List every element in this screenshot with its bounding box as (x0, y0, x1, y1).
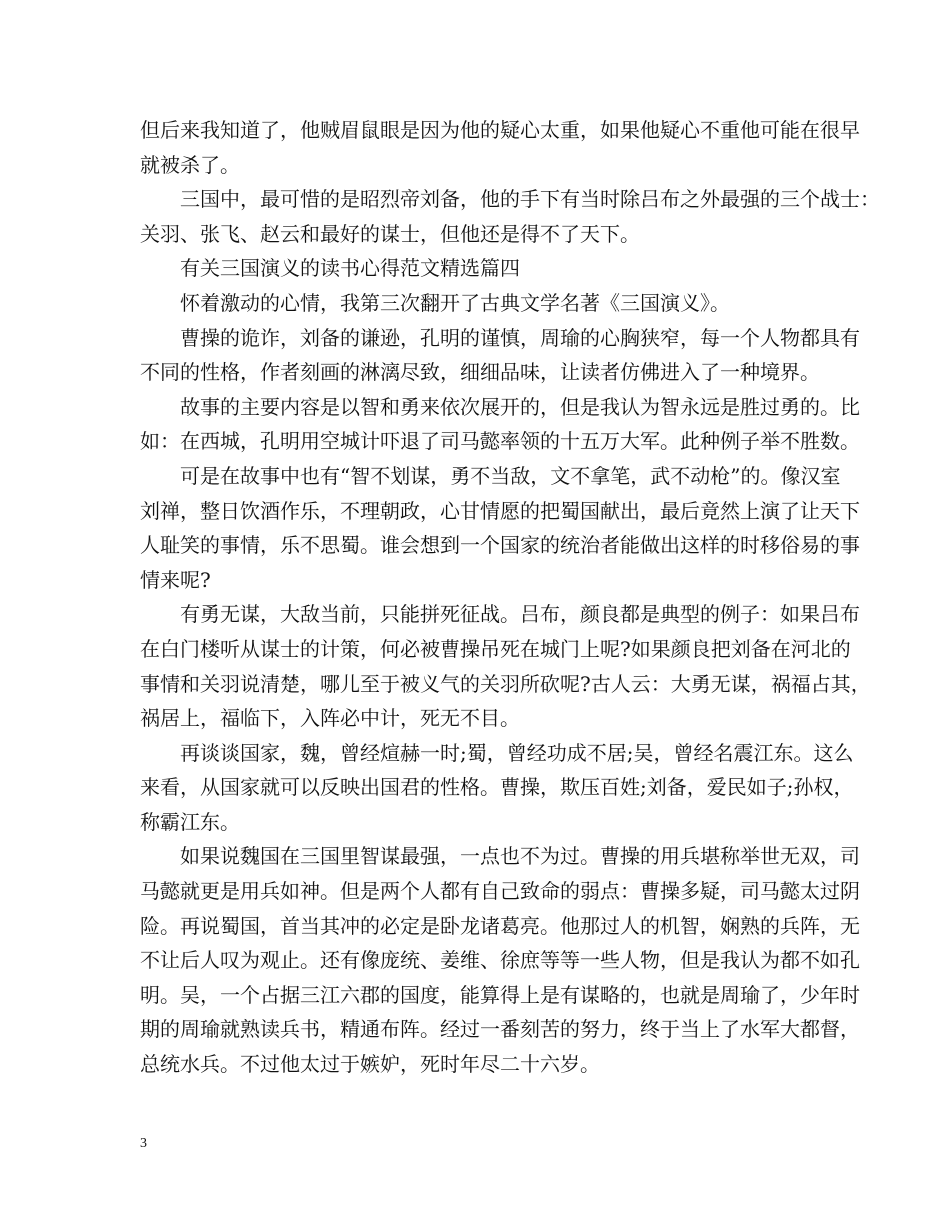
text-line: 总统水兵。不过他太过于嫉妒，死时年尽二十六岁。 (140, 1052, 600, 1077)
text-line: 来看，从国家就可以反映出国君的性格。曹操，欺压百姓;刘备，爱民如子;孙权， (140, 775, 854, 800)
text-line: 有勇无谋，大敌当前，只能拼死征战。吕布，颜良都是典型的例子：如果吕布 (180, 602, 860, 627)
text-line: 如果说魏国在三国里智谋最强，一点也不为过。曹操的用兵堪称举世无双，司 (180, 844, 860, 869)
document-body (140, 113, 880, 1082)
text-line: 马懿就更是用兵如神。但是两个人都有自己致命的弱点：曹操多疑，司马懿太过阴 (140, 879, 860, 904)
text-line: 期的周瑜就熟读兵书，精通布阵。经过一番刻苦的努力，终于当上了水军大都督， (140, 1017, 860, 1042)
text-line: 明。吴，一个占据三江六郡的国度，能算得上是有谋略的，也就是周瑜了，少年时 (140, 982, 860, 1007)
text-line: 曹操的诡诈，刘备的谦逊，孔明的谨慎，周瑜的心胸狭窄，每一个人物都具有 (180, 325, 860, 350)
text-line: 在白门楼听从谋士的计策，何必被曹操吊死在城门上呢?如果颜良把刘备在河北的 (140, 636, 851, 661)
text-line: 就被杀了。 (140, 152, 240, 177)
text-line: 有关三国演义的读书心得范文精选篇四 (180, 256, 520, 281)
text-line: 关羽、张飞、赵云和最好的谋士，但他还是得不了天下。 (140, 221, 640, 246)
text-line: 情来呢? (140, 567, 211, 592)
text-line: 不让后人叹为观止。还有像庞统、姜维、徐庶等等一些人物，但是我认为都不如孔 (140, 948, 860, 973)
text-line: 如：在西城，孔明用空城计吓退了司马懿率领的十五万大军。此种例子举不胜数。 (140, 429, 860, 454)
text-line: 故事的主要内容是以智和勇来依次展开的，但是我认为智永远是胜过勇的。比 (180, 394, 860, 419)
text-line: 祸居上，福临下，入阵必中计，死无不目。 (140, 706, 520, 731)
text-line: 称霸江东。 (140, 809, 240, 834)
text-line: 再谈谈国家，魏，曾经煊赫一时;蜀，曾经功成不居;吴，曾经名震江东。这么 (180, 740, 854, 765)
text-line: 不同的性格，作者刻画的淋漓尽致，细细品味，让读者仿佛进入了一种境界。 (140, 360, 820, 385)
text-line: 险。再说蜀国，首当其冲的必定是卧龙诸葛亮。他那过人的机智，娴熟的兵阵，无 (140, 913, 860, 938)
text-line: 人耻笑的事情，乐不思蜀。谁会想到一个国家的统治者能做出这样的时移俗易的事 (140, 533, 860, 558)
page-number: 3 (140, 1136, 147, 1151)
text-line: 事情和关羽说清楚，哪儿至于被义气的关羽所砍呢?古人云：大勇无谋，祸福占其， (140, 671, 871, 696)
text-line: 三国中，最可惜的是昭烈帝刘备，他的手下有当时除吕布之外最强的三个战士： (180, 187, 880, 212)
text-line: 但后来我知道了，他贼眉鼠眼是因为他的疑心太重，如果他疑心不重他可能在很早 (140, 118, 860, 142)
text-line: 可是在故事中也有“智不划谋，勇不当敌，文不拿笔，武不动枪”的。像汉室 (180, 463, 841, 488)
text-line: 怀着激动的心情，我第三次翻开了古典文学名著《三国演义》。 (180, 290, 730, 315)
text-line: 刘禅，整日饮酒作乐，不理朝政，心甘情愿的把蜀国献出，最后竟然上演了让天下 (140, 498, 860, 523)
